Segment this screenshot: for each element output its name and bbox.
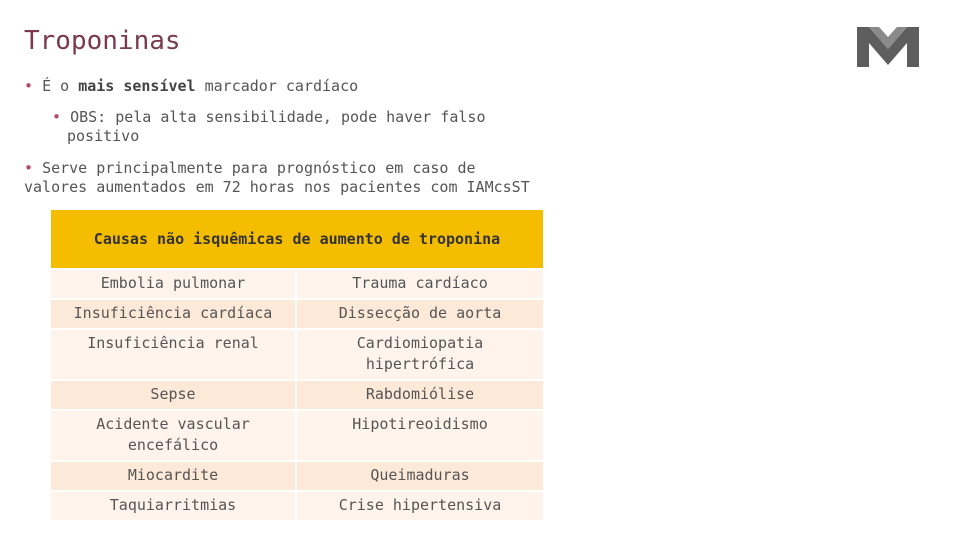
table-cell: Taquiarritmias <box>50 491 296 521</box>
bullet-text-post: marcador cardíaco <box>195 77 359 95</box>
m-logo-icon <box>857 27 919 67</box>
table-row <box>50 380 544 410</box>
table-cell: Miocardite <box>50 461 296 491</box>
table-row <box>50 461 544 491</box>
table-cell: Queimaduras <box>296 461 544 491</box>
table-row <box>50 329 544 380</box>
bullet-dot: • <box>24 77 34 95</box>
table-cell: Insuficiência cardíaca <box>50 299 296 329</box>
table-header: Causas não isquêmicas de aumento de troponina <box>50 209 544 269</box>
bullet-text-bold: mais sensível <box>78 77 196 95</box>
table-cell: Crise hipertensiva <box>296 491 544 521</box>
sub-bullet-obs <box>52 108 582 146</box>
table-row <box>50 299 544 329</box>
table-cell: Embolia pulmonar <box>50 269 296 299</box>
bullet-sensitivity <box>24 77 358 96</box>
table-row <box>50 491 544 521</box>
sub-bullet-line1: OBS: pela alta sensibilidade, pode haver falso <box>70 108 486 126</box>
table-cell: Hipotireoidismo <box>296 410 544 461</box>
bullet-prognosis <box>24 159 644 197</box>
table-row <box>50 410 544 461</box>
table-cell: Trauma cardíaco <box>296 269 544 299</box>
slide-title: Troponinas <box>24 26 181 56</box>
bullet-text-pre: É o <box>42 77 79 95</box>
table-cell: Rabdomiólise <box>296 380 544 410</box>
bullet-prognosis-line2: valores aumentados em 72 horas nos pacientes com IAMcsST <box>24 178 530 196</box>
sub-bullet-line2: positivo <box>67 127 140 145</box>
bullet-prognosis-line1: Serve principalmente para prognóstico em caso de <box>42 159 476 177</box>
table-cell: Dissecção de aorta <box>296 299 544 329</box>
bullet-dot: • <box>52 108 62 126</box>
table-cell: Acidente vascular encefálico <box>50 410 296 461</box>
table-cell: Insuficiência renal <box>50 329 296 380</box>
table-cell: Cardiomiopatia hipertrófica <box>296 329 544 380</box>
table-cell: Sepse <box>50 380 296 410</box>
table-row <box>50 269 544 299</box>
causes-table <box>49 208 545 522</box>
bullet-dot: • <box>24 159 34 177</box>
